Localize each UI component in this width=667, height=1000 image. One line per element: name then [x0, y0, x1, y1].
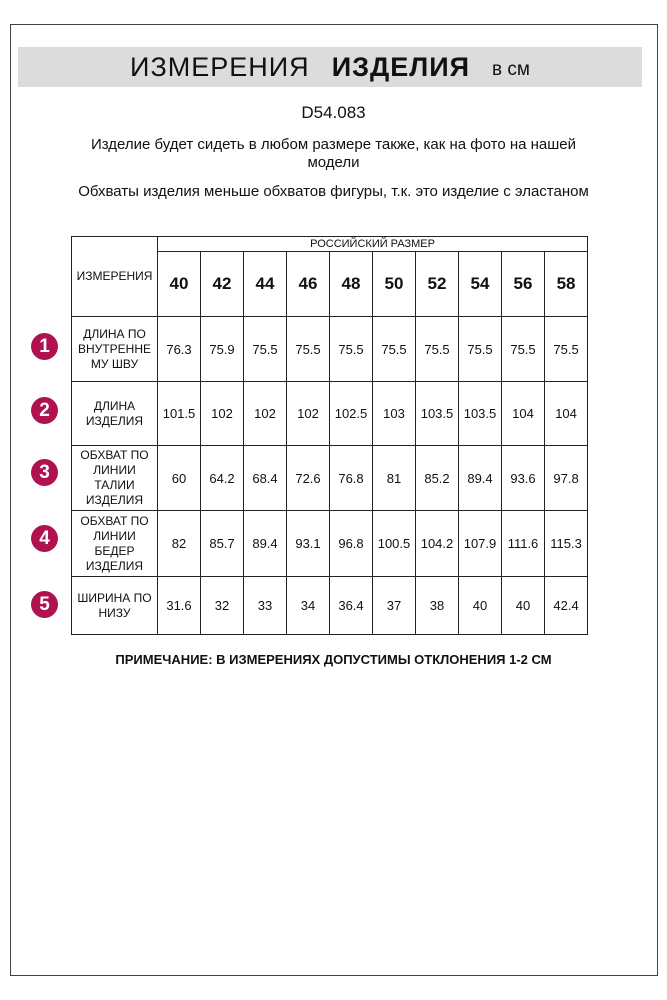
value-cell: 72.6: [287, 446, 330, 511]
value-cell: 76.3: [158, 317, 201, 382]
footer-note: ПРИМЕЧАНИЕ: В ИЗМЕРЕНИЯХ ДОПУСТИМЫ ОТКЛОНЕНИЯ 1-2 СМ: [115, 652, 552, 667]
row-label: ДЛИНА ПО ВНУТРЕННЕ МУ ШВУ: [72, 317, 158, 382]
size-header: 48: [330, 252, 373, 317]
row-number-badge: 4: [31, 525, 58, 552]
size-header: 40: [158, 252, 201, 317]
size-header: 42: [201, 252, 244, 317]
row-label: ШИРИНА ПО НИЗУ: [72, 577, 158, 635]
value-cell: 81: [373, 446, 416, 511]
table-row: [72, 511, 588, 577]
value-cell: 68.4: [244, 446, 287, 511]
table-row: [72, 446, 588, 511]
value-cell: 38: [416, 577, 459, 635]
value-cell: 93.6: [502, 446, 545, 511]
value-cell: 104.2: [416, 511, 459, 577]
value-cell: 89.4: [459, 446, 502, 511]
value-cell: 93.1: [287, 511, 330, 577]
value-cell: 75.5: [545, 317, 588, 382]
table-row: [72, 577, 588, 635]
value-cell: 76.8: [330, 446, 373, 511]
note-fit: Изделие будет сидеть в любом размере также, как на фото на нашей модели: [90, 136, 577, 171]
size-header: 44: [244, 252, 287, 317]
title-unit: в см: [492, 59, 530, 80]
value-cell: 75.5: [244, 317, 287, 382]
title-bar: [18, 47, 642, 87]
value-cell: 104: [502, 382, 545, 446]
row-number-badge: 1: [31, 333, 58, 360]
row-number-badge: 3: [31, 459, 58, 486]
value-cell: 115.3: [545, 511, 588, 577]
value-cell: 107.9: [459, 511, 502, 577]
size-header: 52: [416, 252, 459, 317]
value-cell: 82: [158, 511, 201, 577]
value-cell: 96.8: [330, 511, 373, 577]
value-cell: 102: [201, 382, 244, 446]
size-header: 54: [459, 252, 502, 317]
value-cell: 42.4: [545, 577, 588, 635]
value-cell: 102: [287, 382, 330, 446]
value-cell: 75.5: [330, 317, 373, 382]
table-row: [72, 382, 588, 446]
product-code: D54.083: [301, 103, 366, 122]
value-cell: 40: [459, 577, 502, 635]
title-part2: ИЗДЕЛИЯ: [331, 51, 471, 82]
value-cell: 100.5: [373, 511, 416, 577]
size-header: 58: [545, 252, 588, 317]
value-cell: 111.6: [502, 511, 545, 577]
value-cell: 75.5: [502, 317, 545, 382]
value-cell: 75.9: [201, 317, 244, 382]
note-elastane: Обхваты изделия меньше обхватов фигуры, т.к. это изделие с эластаном: [78, 183, 589, 200]
value-cell: 104: [545, 382, 588, 446]
value-cell: 103: [373, 382, 416, 446]
size-header: 56: [502, 252, 545, 317]
value-cell: 85.2: [416, 446, 459, 511]
value-cell: 103.5: [459, 382, 502, 446]
value-cell: 31.6: [158, 577, 201, 635]
row-label: ДЛИНА ИЗДЕЛИЯ: [72, 382, 158, 446]
value-cell: 64.2: [201, 446, 244, 511]
value-cell: 75.5: [459, 317, 502, 382]
value-cell: 102: [244, 382, 287, 446]
row-number-badge: 5: [31, 591, 58, 618]
value-cell: 103.5: [416, 382, 459, 446]
size-header: 50: [373, 252, 416, 317]
value-cell: 34: [287, 577, 330, 635]
value-cell: 32: [201, 577, 244, 635]
value-cell: 101.5: [158, 382, 201, 446]
table-row: [72, 317, 588, 382]
value-cell: 85.7: [201, 511, 244, 577]
value-cell: 40: [502, 577, 545, 635]
size-header: 46: [287, 252, 330, 317]
size-group-header: РОССИЙСКИЙ РАЗМЕР: [158, 237, 588, 252]
row-label: ОБХВАТ ПО ЛИНИИ БЕДЕР ИЗДЕЛИЯ: [72, 511, 158, 577]
value-cell: 102.5: [330, 382, 373, 446]
title-part1: ИЗМЕРЕНИЯ: [130, 51, 310, 82]
value-cell: 75.5: [373, 317, 416, 382]
row-label: ОБХВАТ ПО ЛИНИИ ТАЛИИ ИЗДЕЛИЯ: [72, 446, 158, 511]
value-cell: 75.5: [416, 317, 459, 382]
value-cell: 97.8: [545, 446, 588, 511]
measurements-table: [71, 236, 588, 635]
row-number-badge: 2: [31, 397, 58, 424]
value-cell: 37: [373, 577, 416, 635]
value-cell: 89.4: [244, 511, 287, 577]
corner-label: ИЗМЕРЕНИЯ: [72, 237, 158, 317]
value-cell: 33: [244, 577, 287, 635]
value-cell: 60: [158, 446, 201, 511]
value-cell: 36.4: [330, 577, 373, 635]
value-cell: 75.5: [287, 317, 330, 382]
